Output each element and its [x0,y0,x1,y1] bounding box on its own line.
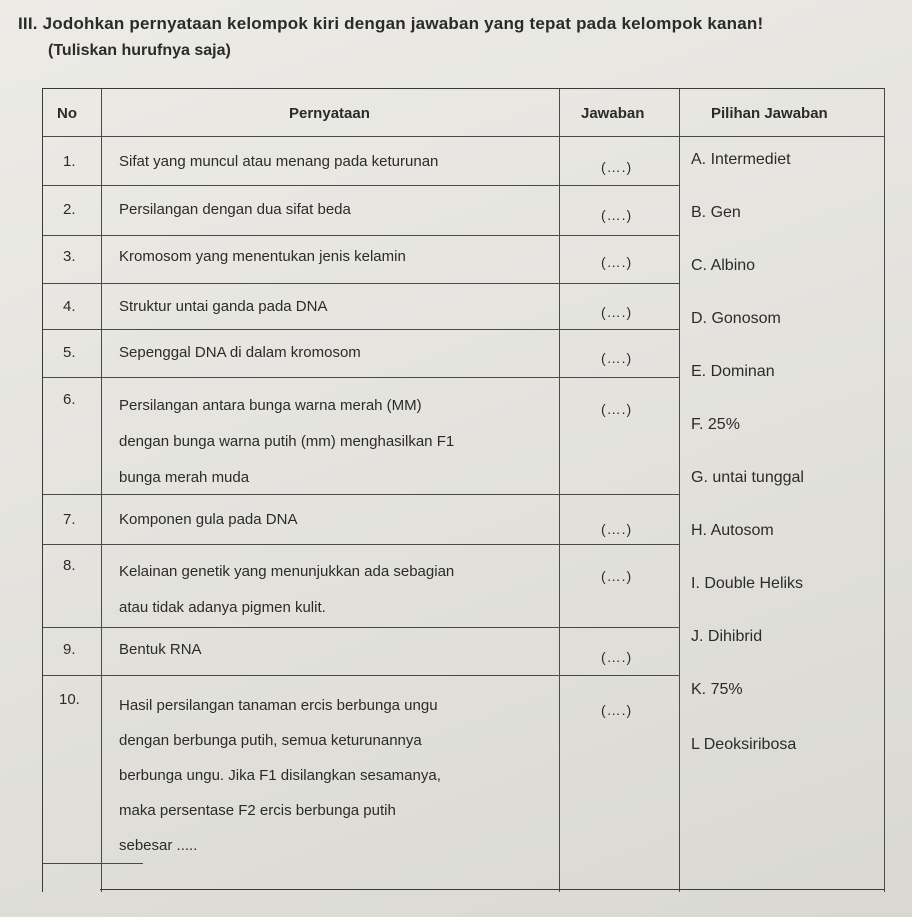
row-number: 4. [63,298,76,315]
row-divider [43,235,679,236]
option-item: A. Intermediet [691,151,791,168]
answer-blank[interactable]: (….) [601,350,633,366]
option-item: L Deoksiribosa [691,736,797,753]
statement-text: Komponen gula pada DNA [119,511,298,528]
row-number: 6. [63,391,76,408]
row-number: 2. [63,201,76,218]
column-divider [101,89,102,892]
option-item: F. 25% [691,416,740,433]
row-divider [43,544,679,545]
statement-text: Bentuk RNA [119,641,202,658]
statement-text: Sifat yang muncul atau menang pada keturunan [119,153,439,170]
answer-blank[interactable]: (….) [601,568,633,584]
column-divider [884,89,885,892]
option-item: H. Autosom [691,522,774,539]
statement-text: Sepenggal DNA di dalam kromosom [119,344,361,361]
answer-blank[interactable]: (….) [601,254,633,270]
answer-blank[interactable]: (….) [601,304,633,320]
row-divider [43,675,679,676]
row-number: 5. [63,344,76,361]
row-divider [43,283,679,284]
column-divider [559,89,560,892]
row-number: 7. [63,511,76,528]
option-item: K. 75% [691,681,743,698]
row-divider [43,329,679,330]
answer-blank[interactable]: (….) [601,159,633,175]
row-divider [43,185,679,186]
statement-text: Persilangan antara bunga warna merah (MM) dengan bunga warna putih (mm) menghasilkan F1 bunga merah muda [119,397,455,486]
header-answer: Jawaban [581,105,645,122]
matching-table [42,88,885,892]
row-divider [43,377,679,378]
row-number: 1. [63,153,76,170]
row-number: 10. [59,691,80,708]
statement-text: Kromosom yang menentukan jenis kelamin [119,248,406,265]
option-item: D. Gonosom [691,310,781,327]
option-item: J. Dihibrid [691,628,763,645]
table-bottom-border [100,889,884,890]
option-item: I. Double Heliks [691,575,804,592]
statement-text: Kelainan genetik yang menunjukkan ada sebagian atau tidak adanya pigmen kulit. [119,563,455,616]
instruction-subheading: (Tuliskan hurufnya saja) [48,42,231,59]
answer-blank[interactable]: (….) [601,207,633,223]
column-divider [679,89,680,892]
option-item: B. Gen [691,204,741,221]
answer-blank[interactable]: (….) [601,401,633,417]
option-item: E. Dominan [691,363,775,380]
row-divider [43,627,679,628]
statement-text: Persilangan dengan dua sifat beda [119,201,351,218]
answer-blank[interactable]: (….) [601,702,633,718]
statement-text: Hasil persilangan tanaman ercis berbunga ungu dengan berbunga putih, semua keturunannya berbunga ungu. Jika F1 disilangkan sesamanya, maka persentase F2 ercis berbunga putih sebesar ..... [119,697,441,854]
answer-blank[interactable]: (….) [601,649,633,665]
statement-text: Struktur untai ganda pada DNA [119,298,328,315]
header-statement: Pernyataan [289,105,370,122]
answer-blank[interactable]: (….) [601,521,633,537]
header-options: Pilihan Jawaban [711,105,828,122]
row-number: 9. [63,641,76,658]
instruction-heading: III. Jodohkan pernyataan kelompok kiri dengan jawaban yang tepat pada kelompok kanan! [18,14,764,33]
option-item: G. untai tunggal [691,469,804,486]
header-no: No [57,105,77,122]
row-divider [679,136,885,137]
row-number: 8. [63,557,76,574]
option-item: C. Albino [691,257,756,274]
row-divider [43,136,679,137]
row-number: 3. [63,248,76,265]
row-divider [43,863,143,864]
